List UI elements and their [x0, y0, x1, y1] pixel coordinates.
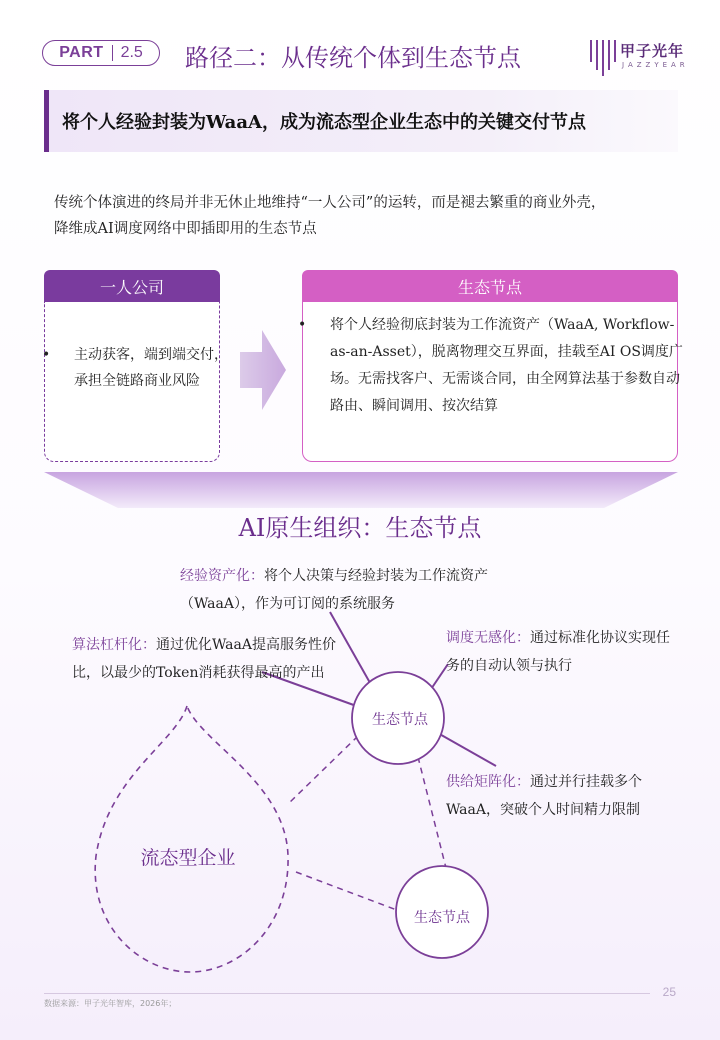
label-algorithm-leverage	[72, 631, 362, 687]
label-text: 通过标准化协议实现任务的自动认领与执行	[446, 630, 670, 674]
intro-line-1: 传统个体演进的终局并非无休止地维持“一人公司”的运转，而是褪去繁重的商业外壳，	[54, 195, 606, 211]
banner-text: 将个人经验封装为WaaA，成为流态型企业生态中的关键交付节点	[62, 112, 586, 133]
enterprise-drop-shape	[95, 706, 288, 972]
label-keyword: 供给矩阵化：	[446, 774, 530, 790]
label-text: 通过优化WaaA提高服务性价比，以最少的Token消耗获得最高的产出	[72, 637, 336, 681]
brand-logo-subtitle: JAZZYEAR	[622, 61, 689, 69]
label-keyword: 算法杠杆化：	[72, 637, 156, 653]
secondary-node-label: 生态节点	[414, 910, 470, 926]
part-label: PART	[59, 44, 104, 61]
right-card-text: 将个人经验彻底封装为工作流资产（WaaA, Workflow-as-an-Asset），脱离物理交互界面，挂载至AI OS调度广场。无需找客户、无需谈合同，由全网算法基于参数自动路由、瞬间调用、按次结算	[330, 317, 683, 414]
dashed-connector	[288, 736, 358, 804]
main-node-label: 生态节点	[372, 712, 428, 728]
label-text: 将个人决策与经验封装为工作流资产（WaaA），作为可订阅的系统服务	[180, 568, 488, 612]
page-number: 25	[662, 985, 676, 999]
dashed-connector	[296, 872, 402, 912]
label-scheduling-seamless	[446, 624, 676, 680]
label-keyword: 经验资产化：	[180, 568, 264, 584]
left-card-title: 一人公司	[44, 270, 220, 302]
brand-logo-icon	[588, 38, 618, 78]
bullet-marker: •	[42, 347, 51, 363]
part-number: 2.5	[120, 44, 143, 61]
dashed-connector	[418, 757, 446, 868]
transition-arrow-icon	[240, 330, 286, 410]
label-keyword: 调度无感化：	[446, 630, 530, 646]
left-card-body	[42, 342, 228, 394]
label-experience-assetization	[180, 562, 500, 618]
enterprise-label: 流态型企业	[140, 847, 236, 869]
page-title: 路径二：从传统个体到生态节点	[185, 44, 521, 72]
funnel-band	[44, 470, 678, 510]
banner-accent-bar	[44, 90, 49, 152]
brand-logo-name: 甲子光年	[620, 42, 685, 60]
left-card-text: 主动获客，端到端交付，承担全链路商业风险	[74, 347, 228, 389]
label-text: 通过并行挂载多个WaaA，突破个人时间精力限制	[446, 774, 642, 818]
right-card-body	[298, 312, 686, 420]
footer-source: 数据来源：甲子光年智库，2026年；	[44, 999, 177, 1008]
right-card-title: 生态节点	[302, 270, 678, 302]
intro-line-2: 降维成AI调度网络中即插即用的生态节点	[54, 221, 317, 237]
footer-divider	[44, 993, 650, 994]
connector-line	[436, 732, 496, 766]
part-badge	[42, 40, 160, 66]
part-divider	[112, 45, 113, 61]
section-title: AI原生组织：生态节点	[238, 514, 482, 542]
intro-paragraph	[54, 190, 684, 242]
bullet-marker: •	[298, 317, 307, 333]
label-supply-matrix	[446, 768, 676, 824]
